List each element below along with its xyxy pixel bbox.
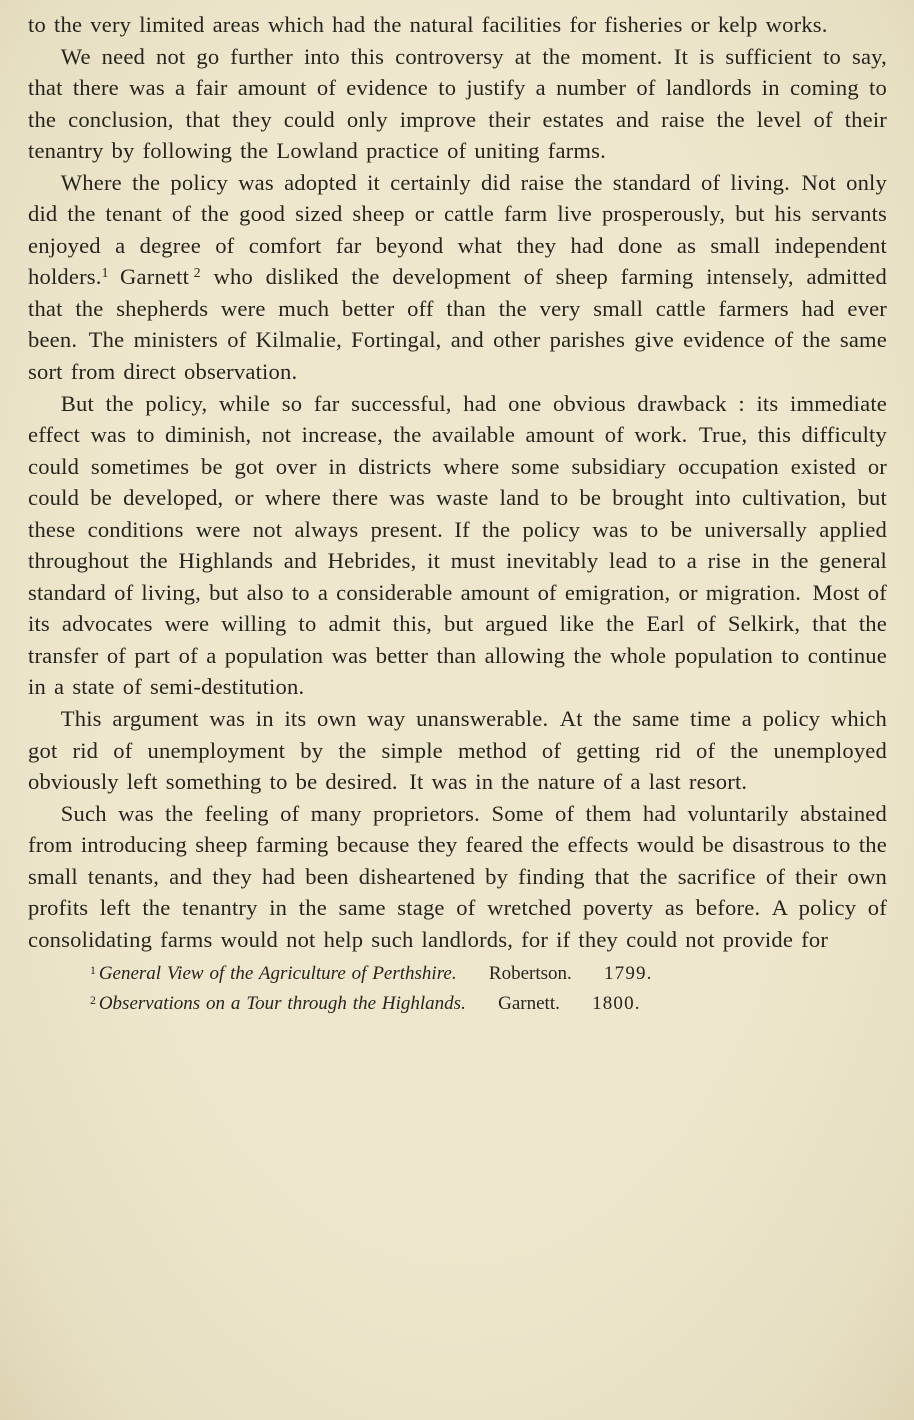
footnote-marker: 1 (90, 964, 96, 978)
footnote-author: Robertson. (488, 963, 572, 985)
paragraph: This argument was in its own way unanswerable. At the same time a policy which got rid of unemployment by the simple method of getting rid of the unemployed obviously left something to be desired. It was in the nature of a last resort. (28, 706, 887, 795)
footnote (90, 959, 873, 989)
paragraph: to the very limited areas which had the natural facilities for fisheries or kelp works. (28, 12, 828, 37)
text-block (28, 9, 887, 955)
footnote-title: General View of the Agriculture of Perthshire. (98, 963, 457, 985)
footnote-year: 1800. (592, 992, 641, 1014)
footnote-marker: 2 (90, 993, 96, 1007)
paragraph: Where the policy was adopted it certainly did raise the standard of living. Not only did the tenant of the good sized sheep or cattle farm live prosperously, but his servants enjoyed a degree of comfort far beyond what they had done as small independent holders.$^1$ Garnett $^2$ who disliked the development of sheep farming intensely, admitted that the shepherds were much better off than the very small cattle farmers had ever been. The ministers of Kilmalie, Fortingal, and other parishes give evidence of the same sort from direct observation. (28, 169, 887, 385)
paragraph: But the policy, while so far successful, had one obvious drawback : its immediate effect was to diminish, not increase, the available amount of work. True, this difficulty could sometimes be got over in districts where some subsidiary occupation existed or could be developed, or where there was waste land to be brought into cultivation, but these conditions were not always present. If the policy was to be universally applied throughout the Highlands and Hebrides, it must inevitably lead to a rise in the general standard of living, but also to a considerable amount of emigration, or migration. Most of its advocates were willing to admit this, but argued like the Earl of Selkirk, that the transfer of part of a population was better than allowing the whole population to continue in a state of semi-destitution. (28, 390, 887, 700)
footnote-reference: 2 (193, 265, 201, 281)
footnote-reference: 1 (101, 265, 109, 281)
paragraph: We need not go further into this controversy at the moment. It is sufficient to say, that there was a fair amount of evidence to justify a number of landlords in coming to the conclusion, that they could only improve their estates and raise the level of their tenantry by following the Lowland practice of uniting farms. (28, 43, 887, 164)
footnote-year: 1799. (604, 963, 653, 985)
footnote (90, 989, 873, 1019)
footnote-author: Garnett. (498, 992, 560, 1014)
footnotes (28, 959, 887, 1018)
paragraph: Such was the feeling of many proprietors. Some of them had voluntarily abstained from introducing sheep farming because they feared the effects would be disastrous to the small tenants, and they had been disheartened by finding that the sacrifice of their own profits left the tenantry in the same stage of wretched poverty as before. A policy of consolidating farms would not help such landlords, for if they could not provide for (28, 800, 887, 952)
footnote-title: Observations on a Tour through the Highlands. (98, 992, 466, 1014)
